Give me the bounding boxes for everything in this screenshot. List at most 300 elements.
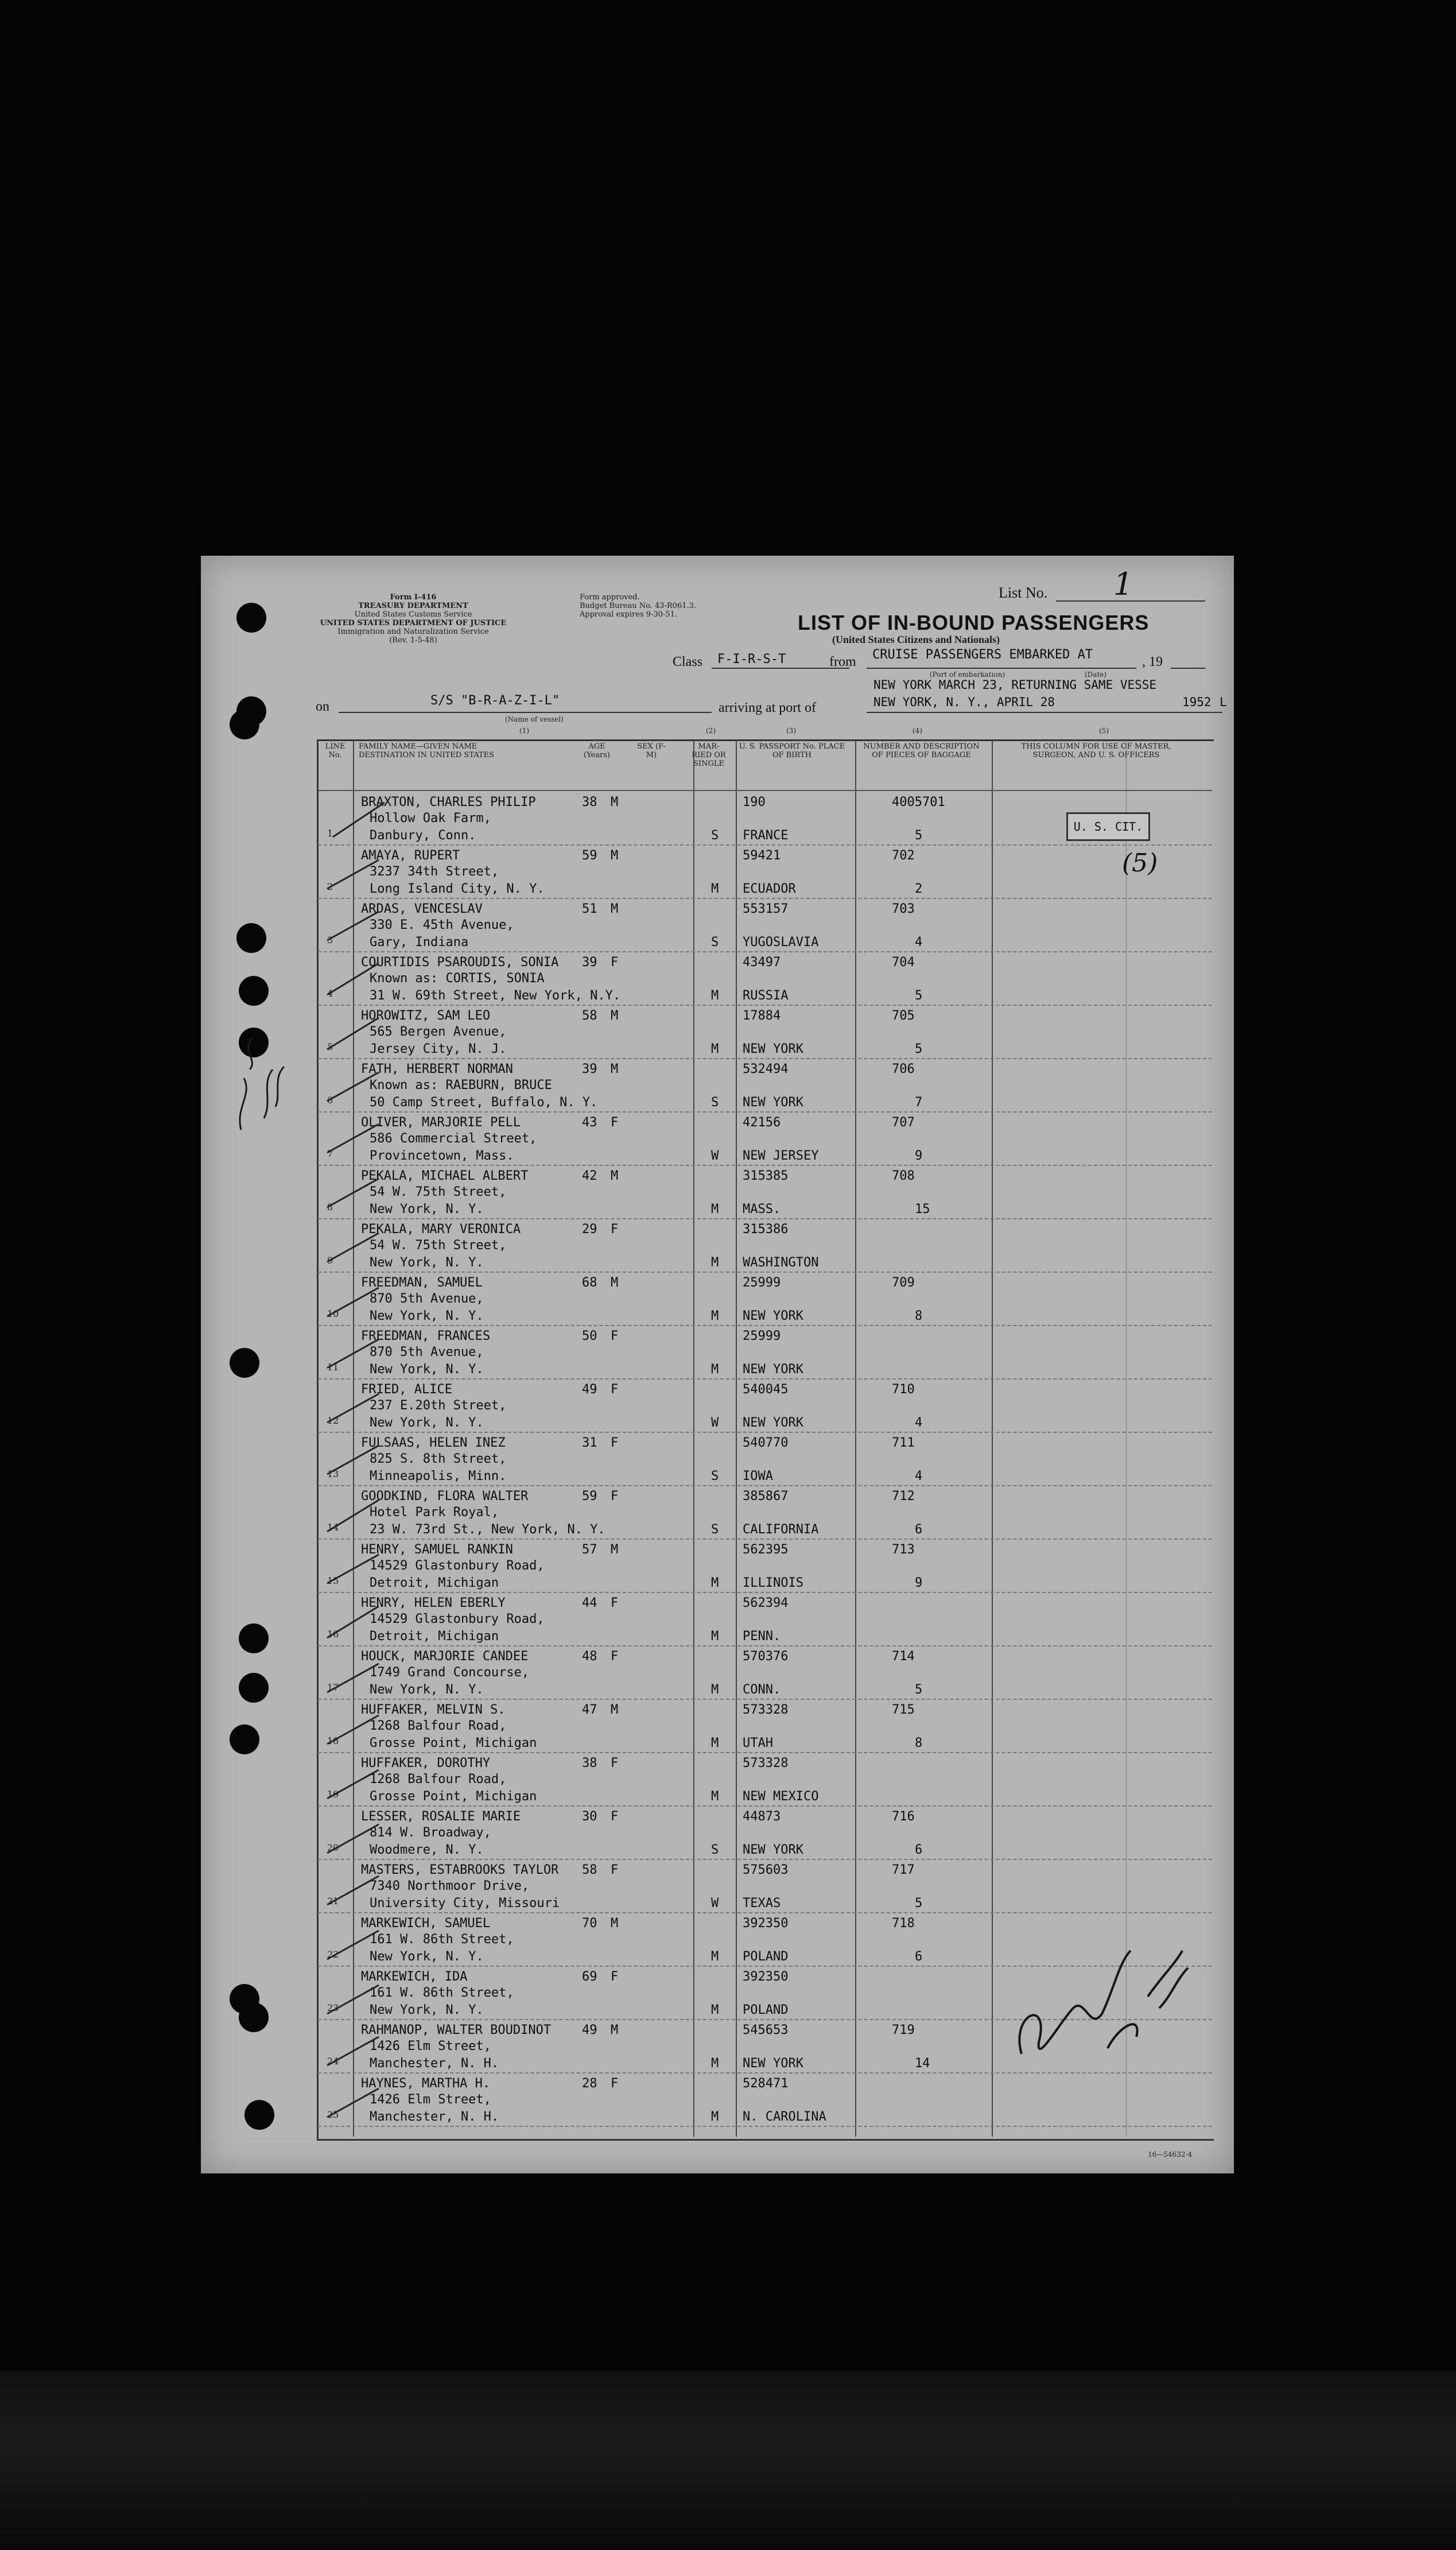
baggage-pieces: 4 <box>915 1469 923 1483</box>
from-underline <box>867 668 1136 669</box>
col-num-1: (1) <box>519 727 529 735</box>
approval-line-1: Form approved. <box>580 593 640 602</box>
treasury-dept: TREASURY DEPARTMENT <box>358 602 468 610</box>
passport-number: 532494 <box>743 1062 789 1076</box>
table-row <box>318 1540 1212 1593</box>
marital-status: S <box>711 1095 719 1110</box>
age: 39 <box>582 1062 597 1076</box>
place-of-birth: NEW YORK <box>743 1416 803 1430</box>
passenger-name: HENRY, SAMUEL RANKIN <box>361 1543 513 1557</box>
address-line-2: 23 W. 73rd St., New York, N. Y. <box>370 1522 605 1537</box>
passport-number: 17884 <box>743 1009 781 1023</box>
baggage-number: 704 <box>892 955 915 970</box>
marital-status: M <box>711 1042 719 1056</box>
age: 44 <box>582 1596 597 1610</box>
address-line-1: 1426 Elm Street, <box>370 2092 491 2107</box>
table-row <box>318 1860 1212 1913</box>
col-sex: SEX (F-M) <box>637 742 666 759</box>
marital-status: M <box>711 1950 719 1964</box>
row-divider <box>318 2126 1212 2127</box>
passport-number: 553157 <box>743 902 789 916</box>
passenger-name: OLIVER, MARJORIE PELL <box>361 1115 521 1130</box>
sex: F <box>611 1382 619 1397</box>
class-underline <box>712 668 849 669</box>
place-of-birth: NEW YORK <box>743 1042 803 1056</box>
age: 47 <box>582 1703 597 1717</box>
embark-detail: NEW YORK MARCH 23, RETURNING SAME VESSE <box>873 678 1157 692</box>
address-line-1: 161 W. 86th Street, <box>370 1986 514 2000</box>
age: 70 <box>582 1916 597 1931</box>
form-subtitle: (United States Citizens and Nationals) <box>832 634 1000 645</box>
baggage-pieces: 6 <box>915 1950 923 1964</box>
passenger-name: PEKALA, MARY VERONICA <box>361 1222 521 1237</box>
address-line-2: Woodmere, N. Y. <box>370 1843 484 1857</box>
table-row <box>318 1753 1212 1807</box>
baggage-number: 713 <box>892 1543 915 1557</box>
address-line-1: 565 Bergen Avenue, <box>370 1025 507 1039</box>
address-line-1: 586 Commercial Street, <box>370 1131 537 1146</box>
baggage-number: 705 <box>892 1009 915 1023</box>
marital-status: M <box>711 1255 719 1270</box>
address-line-1: 870 5th Avenue, <box>370 1292 484 1306</box>
passport-number: 540045 <box>743 1382 789 1397</box>
marital-status: S <box>711 1843 719 1857</box>
table-row <box>318 1326 1212 1379</box>
list-no-underline <box>1056 600 1205 602</box>
handwritten-margin-note <box>218 1015 293 1141</box>
age: 58 <box>582 1009 597 1023</box>
col-baggage: NUMBER AND DESCRIPTION OF PIECES OF BAGGAGE <box>863 742 980 759</box>
passenger-name: FREEDMAN, FRANCES <box>361 1329 491 1343</box>
age: 69 <box>582 1970 597 1984</box>
passenger-name: AMAYA, RUPERT <box>361 848 460 863</box>
sex: F <box>611 1329 619 1343</box>
year-label: , 19 <box>1142 654 1163 669</box>
baggage-pieces: 14 <box>915 2056 930 2071</box>
year-underline <box>1171 668 1205 669</box>
passenger-name: HENRY, HELEN EBERLY <box>361 1596 506 1610</box>
line-number: 13 <box>327 1468 339 1479</box>
line-number: 14 <box>327 1522 339 1533</box>
sex: F <box>611 1863 619 1877</box>
line-number: 11 <box>327 1362 339 1373</box>
baggage-number: 717 <box>892 1863 915 1877</box>
address-line-1: 161 W. 86th Street, <box>370 1932 514 1947</box>
baggage-pieces: 8 <box>915 1736 923 1750</box>
handwritten-signature <box>1004 1928 1194 2083</box>
address-line-2: New York, N. Y. <box>370 1416 484 1430</box>
address-line-2: Manchester, N. H. <box>370 2056 499 2071</box>
sex: F <box>611 1115 619 1130</box>
baggage-pieces: 8 <box>915 1309 923 1323</box>
age: 49 <box>582 2023 597 2037</box>
col-married: MAR- RIED OR SINGLE <box>692 742 726 768</box>
sex: F <box>611 1596 619 1610</box>
baggage-number: 719 <box>892 2023 915 2037</box>
col-num-2: (2) <box>706 727 716 735</box>
line-number: 7 <box>327 1148 333 1159</box>
baggage-pieces: 5 <box>915 1683 923 1697</box>
baggage-number: 710 <box>892 1382 915 1397</box>
passenger-name: COURTIDIS PSAROUDIS, SONIA <box>361 955 559 970</box>
passport-number: 25999 <box>743 1276 781 1290</box>
address-line-2: Minneapolis, Minn. <box>370 1469 507 1483</box>
address-line-1: 3237 34th Street, <box>370 865 499 879</box>
baggage-number: 712 <box>892 1489 915 1503</box>
vessel-name: S/S "B-R-A-Z-I-L" <box>430 693 560 708</box>
passport-number: 392350 <box>743 1970 789 1984</box>
address-line-1: 1426 Elm Street, <box>370 2039 491 2053</box>
us-citizen-stamp: U. S. CIT. <box>1066 812 1150 841</box>
line-number: 20 <box>327 1842 339 1853</box>
sex: M <box>611 1062 619 1076</box>
sex: M <box>611 902 619 916</box>
arrival-year: 1952 <box>1182 695 1212 709</box>
customs-service: United States Customs Service <box>354 610 472 619</box>
age: 49 <box>582 1382 597 1397</box>
sex: M <box>611 2023 619 2037</box>
line-number: 12 <box>327 1415 339 1426</box>
passenger-name: HOUCK, MARJORIE CANDEE <box>361 1649 529 1664</box>
baggage-number: 702 <box>892 848 915 863</box>
place-of-birth: POLAND <box>743 2003 789 2017</box>
address-line-2: Detroit, Michigan <box>370 1629 499 1644</box>
passport-number: 573328 <box>743 1756 789 1770</box>
sex: F <box>611 1222 619 1237</box>
baggage-pieces: 6 <box>915 1843 923 1857</box>
table-row <box>318 1646 1212 1700</box>
arrival-suffix: L <box>1220 695 1227 709</box>
place-of-birth: CONN. <box>743 1683 781 1697</box>
passenger-name: HUFFAKER, DOROTHY <box>361 1756 491 1770</box>
place-of-birth: NEW YORK <box>743 1362 803 1377</box>
passenger-name: BRAXTON, CHARLES PHILIP <box>361 795 536 809</box>
place-of-birth: IOWA <box>743 1469 773 1483</box>
punch-hole <box>239 976 269 1006</box>
baggage-pieces: 5 <box>915 828 923 843</box>
age: 68 <box>582 1276 597 1290</box>
form-id: Form I-416 <box>390 593 437 602</box>
passenger-name: LESSER, ROSALIE MARIE <box>361 1809 521 1824</box>
baggage-pieces: 15 <box>915 1202 930 1216</box>
age: 58 <box>582 1863 597 1877</box>
passport-number: 42156 <box>743 1115 781 1130</box>
table-row <box>318 1486 1212 1540</box>
scan-bottom-band <box>0 2371 1456 2550</box>
line-number: 19 <box>327 1789 339 1800</box>
col-line-no: LINE No. <box>325 742 345 759</box>
place-of-birth: NEW YORK <box>743 1309 803 1323</box>
age: 29 <box>582 1222 597 1237</box>
table-row <box>318 1059 1212 1113</box>
line-number: 21 <box>327 1896 339 1906</box>
baggage-number: 708 <box>892 1169 915 1183</box>
address-line-1: 14529 Glastonbury Road, <box>370 1612 545 1626</box>
col-name: FAMILY NAME—GIVEN NAME DESTINATION IN UNITED STATES <box>359 742 495 759</box>
passenger-name: MARKEWICH, IDA <box>361 1970 468 1984</box>
passenger-name: HAYNES, MARTHA H. <box>361 2076 491 2091</box>
age: 31 <box>582 1436 597 1450</box>
sex: M <box>611 795 619 809</box>
address-line-1: Hotel Park Royal, <box>370 1505 499 1520</box>
col-num-3: (3) <box>786 727 796 735</box>
baggage-pieces: 6 <box>915 1522 923 1537</box>
ins-service: Immigration and Naturalization Service <box>337 627 489 636</box>
punch-hole <box>230 1724 259 1754</box>
address-line-2: 50 Camp Street, Buffalo, N. Y. <box>370 1095 598 1110</box>
passenger-name: RAHMANOP, WALTER BOUDINOT <box>361 2023 552 2037</box>
place-of-birth: NEW YORK <box>743 1843 803 1857</box>
place-of-birth: ECUADOR <box>743 882 796 896</box>
line-number: 5 <box>327 1041 333 1052</box>
marital-status: M <box>711 2003 719 2017</box>
passenger-name: HOROWITZ, SAM LEO <box>361 1009 491 1023</box>
punch-hole <box>230 710 259 739</box>
marital-status: S <box>711 935 719 950</box>
punch-hole <box>239 2002 269 2032</box>
age: 59 <box>582 1489 597 1503</box>
marital-status: S <box>711 1522 719 1537</box>
sex: F <box>611 1489 619 1503</box>
address-line-1: Hollow Oak Farm, <box>370 811 491 826</box>
baggage-pieces: 2 <box>915 882 923 896</box>
place-of-birth: YUGOSLAVIA <box>743 935 819 950</box>
table-row <box>318 1113 1212 1166</box>
age: 38 <box>582 795 597 809</box>
baggage-number: 4005701 <box>892 795 945 809</box>
form-revision: (Rev. 1-5-48) <box>389 636 437 645</box>
passport-number: 315385 <box>743 1169 789 1183</box>
marital-status: M <box>711 989 719 1003</box>
baggage-pieces: 9 <box>915 1576 923 1590</box>
line-number: 23 <box>327 2002 339 2013</box>
baggage-pieces: 4 <box>915 935 923 950</box>
approval-line-2: Budget Bureau No. 43-R061.3. <box>580 602 697 610</box>
form-agency-block <box>304 593 522 645</box>
marital-status: M <box>711 1683 719 1697</box>
line-number: 2 <box>327 881 333 892</box>
age: 48 <box>582 1649 597 1664</box>
address-line-2: Detroit, Michigan <box>370 1576 499 1590</box>
col-age: AGE (Years) <box>584 742 610 759</box>
address-line-1: 330 E. 45th Avenue, <box>370 918 514 932</box>
passport-number: 562394 <box>743 1596 789 1610</box>
marital-status: M <box>711 2056 719 2071</box>
baggage-pieces: 5 <box>915 1042 923 1056</box>
marital-status: M <box>711 2110 719 2124</box>
place-of-birth: CALIFORNIA <box>743 1522 819 1537</box>
passenger-name: FRIED, ALICE <box>361 1382 452 1397</box>
footer-code: 16—54632-4 <box>1148 2150 1193 2158</box>
arrival-port: NEW YORK, N. Y., APRIL 28 <box>873 695 1055 709</box>
age: 59 <box>582 848 597 863</box>
sex: F <box>611 1756 619 1770</box>
line-number: 16 <box>327 1629 339 1640</box>
passenger-name: FREEDMAN, SAMUEL <box>361 1276 483 1290</box>
address-line-1: 1268 Balfour Road, <box>370 1772 507 1786</box>
circled-count: (5) <box>1122 848 1158 878</box>
passport-number: 190 <box>743 795 766 809</box>
place-of-birth: FRANCE <box>743 828 789 843</box>
address-line-2: Manchester, N. H. <box>370 2110 499 2124</box>
place-of-birth: WASHINGTON <box>743 1255 819 1270</box>
table-row <box>318 1166 1212 1219</box>
place-of-birth: PENN. <box>743 1629 781 1644</box>
passport-number: 540770 <box>743 1436 789 1450</box>
place-of-birth: UTAH <box>743 1736 773 1750</box>
passenger-name: FATH, HERBERT NORMAN <box>361 1062 513 1076</box>
col-passport: U. S. PASSPORT No. PLACE OF BIRTH <box>739 742 845 759</box>
address-line-2: New York, N. Y. <box>370 2003 484 2017</box>
address-line-1: 54 W. 75th Street, <box>370 1238 507 1253</box>
marital-status: M <box>711 1309 719 1323</box>
passport-number: 392350 <box>743 1916 789 1931</box>
marital-status: M <box>711 1202 719 1216</box>
passport-number: 545653 <box>743 2023 789 2037</box>
place-of-birth: POLAND <box>743 1950 789 1964</box>
table-row <box>318 1379 1212 1433</box>
marital-status: M <box>711 882 719 896</box>
marital-status: M <box>711 1789 719 1804</box>
sex: F <box>611 2076 619 2091</box>
address-line-1: 1268 Balfour Road, <box>370 1719 507 1733</box>
passenger-name: FULSAAS, HELEN INEZ <box>361 1436 506 1450</box>
age: 57 <box>582 1543 597 1557</box>
passport-number: 315386 <box>743 1222 789 1237</box>
table-row <box>318 1219 1212 1273</box>
table-row <box>318 952 1212 1006</box>
passport-number: 25999 <box>743 1329 781 1343</box>
address-line-1: 825 S. 8th Street, <box>370 1452 507 1466</box>
punch-hole <box>236 603 266 633</box>
place-of-birth: NEW YORK <box>743 1095 803 1110</box>
port-embark-caption: (Port of embarkation) <box>930 671 1005 679</box>
marital-status: W <box>711 1416 719 1430</box>
address-line-2: Long Island City, N. Y. <box>370 882 545 896</box>
line-number: 22 <box>327 1949 339 1960</box>
line-number: 25 <box>327 2109 339 2120</box>
passport-number: 570376 <box>743 1649 789 1664</box>
passport-number: 385867 <box>743 1489 789 1503</box>
address-line-2: Provincetown, Mass. <box>370 1149 514 1163</box>
form-title: LIST OF IN-BOUND PASSENGERS <box>798 611 1150 634</box>
approval-block <box>580 593 729 619</box>
class-label: Class <box>673 654 703 669</box>
address-line-2: 31 W. 69th Street, New York, N.Y. <box>370 989 621 1003</box>
address-line-2: New York, N. Y. <box>370 1202 484 1216</box>
age: 28 <box>582 2076 597 2091</box>
sex: F <box>611 1649 619 1664</box>
manifest-page <box>201 556 1234 2173</box>
punch-hole <box>239 1673 269 1703</box>
line-number: 1 <box>327 828 333 839</box>
baggage-number: 703 <box>892 902 915 916</box>
sex: F <box>611 1970 619 1984</box>
line-number: 8 <box>327 1202 333 1212</box>
place-of-birth: TEXAS <box>743 1896 781 1910</box>
marital-status: S <box>711 1469 719 1483</box>
date-caption: (Date) <box>1085 671 1107 679</box>
line-number: 18 <box>327 1735 339 1746</box>
vessel-underline <box>339 712 712 713</box>
address-line-2: Grosse Point, Michigan <box>370 1789 537 1804</box>
baggage-pieces: 7 <box>915 1095 923 1110</box>
address-line-2: New York, N. Y. <box>370 1255 484 1270</box>
address-line-1: 1749 Grand Concourse, <box>370 1665 530 1680</box>
passenger-name: PEKALA, MICHAEL ALBERT <box>361 1169 529 1183</box>
approval-line-3: Approval expires 9-30-51. <box>580 610 677 619</box>
sex: M <box>611 1916 619 1931</box>
passenger-name: MASTERS, ESTABROOKS TAYLOR <box>361 1863 559 1877</box>
age: 30 <box>582 1809 597 1824</box>
baggage-number: 714 <box>892 1649 915 1664</box>
age: 51 <box>582 902 597 916</box>
class-value: F-I-R-S-T <box>717 652 786 666</box>
table-row <box>318 1700 1212 1753</box>
baggage-number: 718 <box>892 1916 915 1931</box>
table-row <box>318 1273 1212 1326</box>
address-line-2: Danbury, Conn. <box>370 828 476 843</box>
header-rule <box>318 790 1212 791</box>
line-number: 10 <box>327 1308 339 1319</box>
baggage-number: 711 <box>892 1436 915 1450</box>
justice-dept: UNITED STATES DEPARTMENT OF JUSTICE <box>320 619 507 627</box>
address-line-1: 814 W. Broadway, <box>370 1826 491 1840</box>
from-label: from <box>829 654 856 669</box>
address-line-2: New York, N. Y. <box>370 1309 484 1323</box>
baggage-number: 706 <box>892 1062 915 1076</box>
passport-number: 573328 <box>743 1703 789 1717</box>
passenger-name: ARDAS, VENCESLAV <box>361 902 483 916</box>
passenger-name: GOODKIND, FLORA WALTER <box>361 1489 529 1503</box>
sex: M <box>611 1276 619 1290</box>
punch-hole <box>239 1623 269 1653</box>
baggage-pieces: 9 <box>915 1149 923 1163</box>
vessel-caption: (Name of vessel) <box>505 715 564 723</box>
place-of-birth: NEW MEXICO <box>743 1789 819 1804</box>
place-of-birth: NEW YORK <box>743 2056 803 2071</box>
marital-status: M <box>711 1576 719 1590</box>
address-line-2: Jersey City, N. J. <box>370 1042 507 1056</box>
on-label: on <box>316 699 329 714</box>
col-num-5: (5) <box>1099 727 1109 735</box>
line-number: 15 <box>327 1575 339 1586</box>
address-line-2: Grosse Point, Michigan <box>370 1736 537 1750</box>
baggage-number: 707 <box>892 1115 915 1130</box>
address-line-2: New York, N. Y. <box>370 1683 484 1697</box>
baggage-pieces: 5 <box>915 1896 923 1910</box>
line-number: 6 <box>327 1095 333 1106</box>
place-of-birth: RUSSIA <box>743 989 789 1003</box>
table-row <box>318 1593 1212 1646</box>
marital-status: W <box>711 1896 719 1910</box>
list-no-label: List No. <box>999 584 1048 601</box>
address-line-2: New York, N. Y. <box>370 1950 484 1964</box>
line-number: 4 <box>327 988 333 999</box>
address-line-2: Gary, Indiana <box>370 935 469 950</box>
sex: M <box>611 1543 619 1557</box>
age: 38 <box>582 1756 597 1770</box>
marital-status: W <box>711 1149 719 1163</box>
marital-status: M <box>711 1362 719 1377</box>
arrival-underline <box>867 712 1222 713</box>
marital-status: S <box>711 828 719 843</box>
line-number: 24 <box>327 2056 339 2067</box>
baggage-pieces: 4 <box>915 1416 923 1430</box>
table-row <box>318 1433 1212 1486</box>
address-line-1: 14529 Glastonbury Road, <box>370 1559 545 1573</box>
address-line-2: New York, N. Y. <box>370 1362 484 1377</box>
